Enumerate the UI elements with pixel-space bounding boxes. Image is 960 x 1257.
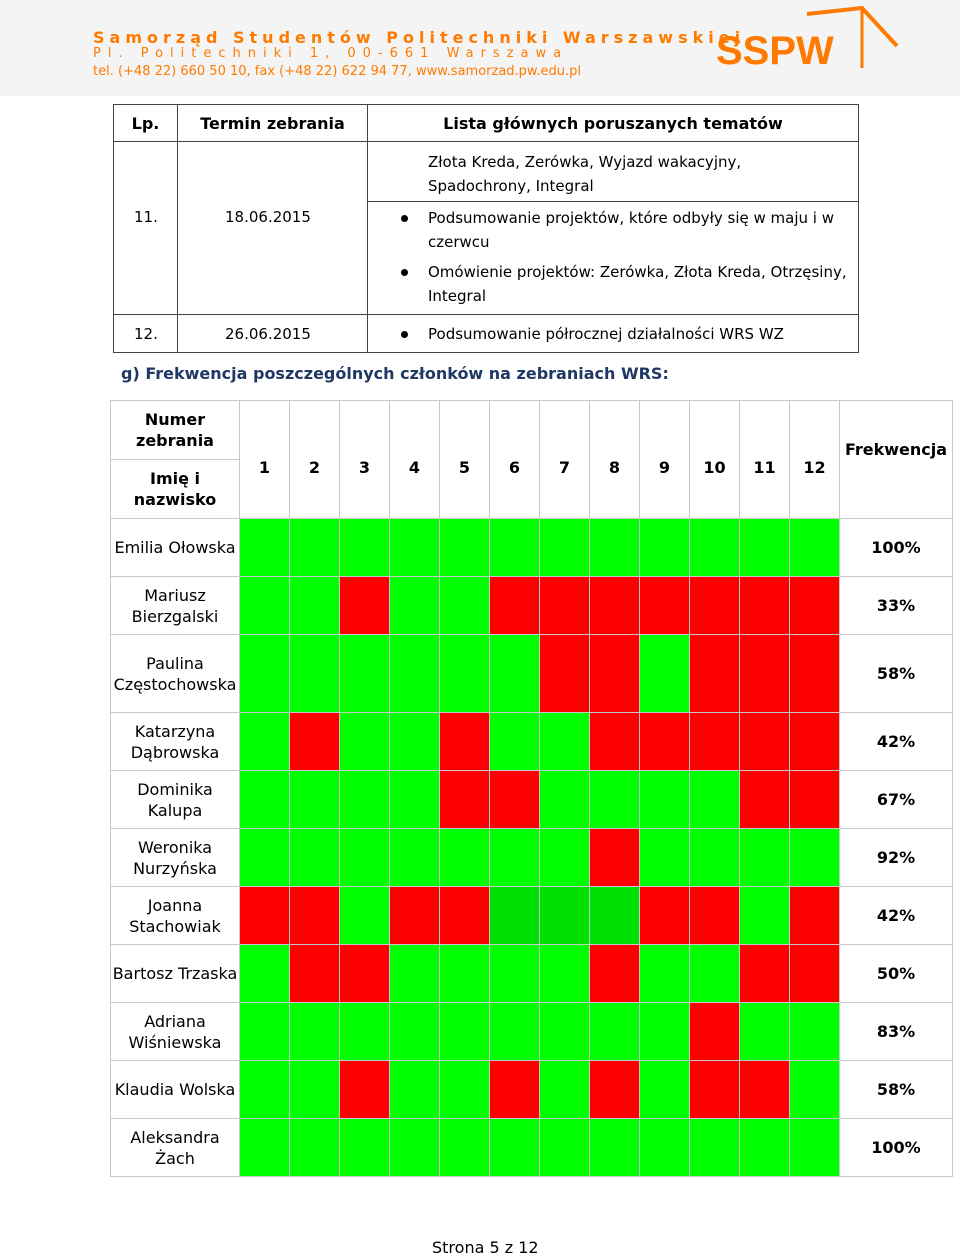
topic-list [368, 206, 850, 308]
attendance-percentage: 83% [840, 1003, 953, 1061]
sspw-logo [712, 6, 902, 76]
attendance-cell-present [440, 635, 490, 713]
header-name: Imię i nazwisko [111, 460, 240, 519]
meeting-number: 6 [489, 401, 539, 518]
attendance-cell-present [390, 713, 440, 771]
table-row [111, 829, 953, 887]
attendance-cell-absent [690, 887, 740, 945]
attendance-cell-present [690, 771, 740, 829]
attendance-cell-present [740, 887, 790, 945]
attendance-cell-present [540, 1061, 590, 1119]
attendance-cell-absent [790, 887, 840, 945]
attendance-cell-absent [590, 829, 640, 887]
attendance-cell-absent [540, 577, 590, 635]
attendance-cell-present [790, 829, 840, 887]
attendance-cell-present [690, 1119, 740, 1177]
attendance-cell-absent [590, 577, 640, 635]
attendance-cell-present [240, 1061, 290, 1119]
attendance-cell-absent [490, 1061, 540, 1119]
meeting-number: 2 [289, 401, 339, 518]
attendance-cell-present [490, 1003, 540, 1061]
svg-text:SSPW: SSPW [716, 29, 834, 73]
attendance-cell-present [340, 887, 390, 945]
attendance-cell-present [340, 829, 390, 887]
attendance-percentage: 58% [840, 635, 953, 713]
member-name: Weronika Nurzyńska [111, 829, 240, 887]
attendance-cell-absent [540, 635, 590, 713]
attendance-cell-present [640, 1003, 690, 1061]
member-name: Bartosz Trzaska [111, 945, 240, 1003]
attendance-cell-present [490, 829, 540, 887]
attendance-cell-present [440, 829, 490, 887]
attendance-cell-present [640, 519, 690, 577]
attendance-cell-absent [340, 1061, 390, 1119]
attendance-cell-absent [440, 887, 490, 945]
topics-cell [368, 202, 859, 315]
row-lp: 11. [114, 202, 178, 315]
row-lp: 12. [114, 315, 178, 353]
letterhead [0, 0, 960, 96]
attendance-cell-present [240, 577, 290, 635]
page-number: Strona 5 z 12 [432, 1238, 539, 1257]
topics-cell [368, 315, 859, 353]
attendance-cell-present [240, 1003, 290, 1061]
attendance-cell-present [490, 713, 540, 771]
attendance-cell-present [490, 945, 540, 1003]
attendance-cell-present [440, 1003, 490, 1061]
attendance-cell-absent [790, 635, 840, 713]
member-name: Klaudia Wolska [111, 1061, 240, 1119]
attendance-cell-present [390, 829, 440, 887]
attendance-cell-present [390, 635, 440, 713]
attendance-cell-present [790, 1061, 840, 1119]
attendance-cell-absent [590, 1061, 640, 1119]
attendance-percentage: 100% [840, 1119, 953, 1177]
attendance-cell-absent [740, 771, 790, 829]
attendance-cell-present [340, 635, 390, 713]
attendance-cell-present [640, 945, 690, 1003]
attendance-cell-present [490, 635, 540, 713]
attendance-cell-absent [490, 577, 540, 635]
attendance-cell-present [290, 829, 340, 887]
attendance-cell-present [290, 519, 340, 577]
attendance-cell-present [540, 1119, 590, 1177]
attendance-cell-present [740, 519, 790, 577]
attendance-cell-absent [690, 1061, 740, 1119]
attendance-cell-absent [690, 635, 740, 713]
attendance-cell-present [790, 1003, 840, 1061]
attendance-cell-present [640, 1119, 690, 1177]
attendance-cell-present [490, 519, 540, 577]
table-row [111, 713, 953, 771]
table-row [111, 887, 953, 945]
attendance-cell-present [440, 577, 490, 635]
attendance-cell-present [390, 1061, 440, 1119]
col-header-lp: Lp. [114, 105, 178, 142]
attendance-cell-absent [790, 713, 840, 771]
attendance-cell-absent [490, 771, 540, 829]
table-row [111, 519, 953, 577]
member-name: Paulina Częstochowska [111, 635, 240, 713]
member-name: Mariusz Bierzgalski [111, 577, 240, 635]
table-row [111, 635, 953, 713]
attendance-cell-present [290, 577, 340, 635]
attendance-cell-absent [740, 1061, 790, 1119]
attendance-cell-present [290, 1003, 340, 1061]
attendance-cell-present [390, 771, 440, 829]
attendance-cell-absent [440, 771, 490, 829]
attendance-cell-present [340, 1003, 390, 1061]
meeting-number: 9 [639, 401, 689, 518]
meeting-number: 4 [389, 401, 439, 518]
attendance-cell-present [390, 577, 440, 635]
meeting-number: 1 [258, 458, 271, 477]
attendance-cell-present [590, 519, 640, 577]
attendance-cell-present [640, 635, 690, 713]
list-item: Omówienie projektów: Zerówka, Złota Kreda, Otrzęsiny, Integral [368, 260, 850, 308]
attendance-cell-absent [690, 577, 740, 635]
attendance-percentage: 50% [840, 945, 953, 1003]
attendance-cell-present [240, 1119, 290, 1177]
member-name: Aleksandra Żach [111, 1119, 240, 1177]
attendance-cell-present [240, 635, 290, 713]
attendance-cell-absent [240, 887, 290, 945]
attendance-percentage: 58% [840, 1061, 953, 1119]
attendance-cell-absent [740, 577, 790, 635]
attendance-cell-present [590, 1119, 640, 1177]
attendance-cell-present [440, 519, 490, 577]
meeting-number: 3 [339, 401, 389, 518]
list-item: Podsumowanie projektów, które odbyły się w maju i w czerwcu [368, 206, 850, 254]
attendance-percentage: 67% [840, 771, 953, 829]
table-row [111, 771, 953, 829]
attendance-cell-present [290, 1119, 340, 1177]
attendance-cell-present [340, 771, 390, 829]
attendance-cell-present [240, 771, 290, 829]
topic-list [368, 322, 858, 346]
continued-topics: Złota Kreda, Zerówka, Wyjazd wakacyjny, Spadochrony, Integral [368, 142, 859, 202]
attendance-cell-absent [340, 577, 390, 635]
attendance-cell-present [790, 519, 840, 577]
attendance-cell-absent [690, 1003, 740, 1061]
member-name: Katarzyna Dąbrowska [111, 713, 240, 771]
attendance-cell-absent [790, 771, 840, 829]
col-header-topics: Lista głównych poruszanych tematów [368, 105, 859, 142]
attendance-cell-present [340, 713, 390, 771]
attendance-cell-absent [790, 577, 840, 635]
attendance-cell-present [340, 519, 390, 577]
attendance-cell-present [390, 1119, 440, 1177]
table-row [111, 1003, 953, 1061]
attendance-cell-present [690, 829, 740, 887]
bullet-icon [401, 269, 408, 276]
attendance-cell-present [290, 1061, 340, 1119]
attendance-cell-present [240, 713, 290, 771]
attendance-cell-present [240, 829, 290, 887]
attendance-cell-present [590, 771, 640, 829]
attendance-cell-absent [640, 887, 690, 945]
attendance-cell-present [690, 945, 740, 1003]
attendance-cell-present [440, 945, 490, 1003]
attendance-cell-absent [640, 713, 690, 771]
attendance-cell-absent [690, 713, 740, 771]
header-attendance: Frekwencja [840, 401, 953, 519]
attendance-cell-present [740, 1003, 790, 1061]
attendance-cell-absent [790, 945, 840, 1003]
attendance-cell-absent [290, 713, 340, 771]
attendance-cell-absent [340, 945, 390, 1003]
attendance-cell-present [390, 945, 440, 1003]
attendance-cell-present [340, 1119, 390, 1177]
attendance-cell-absent [390, 887, 440, 945]
meeting-number: 8 [589, 401, 639, 518]
attendance-cell-present [540, 887, 590, 945]
attendance-cell-absent [440, 713, 490, 771]
table-row [111, 1061, 953, 1119]
attendance-cell-present [540, 945, 590, 1003]
table-row [111, 577, 953, 635]
attendance-cell-present [440, 1119, 490, 1177]
attendance-cell-present [640, 829, 690, 887]
attendance-percentage: 100% [840, 519, 953, 577]
bullet-icon [401, 331, 408, 338]
meeting-number: 11 [739, 401, 789, 518]
member-name: Joanna Stachowiak [111, 887, 240, 945]
attendance-table [110, 400, 953, 1177]
attendance-cell-absent [740, 635, 790, 713]
member-name: Adriana Wiśniewska [111, 1003, 240, 1061]
attendance-cell-present [590, 1003, 640, 1061]
attendance-cell-present [540, 1003, 590, 1061]
col-header-date: Termin zebrania [178, 105, 368, 142]
attendance-cell-absent [290, 945, 340, 1003]
row-date: 18.06.2015 [178, 202, 368, 315]
organization-contact: tel. (+48 22) 660 50 10, fax (+48 22) 622 94 77, www.samorzad.pw.edu.pl [93, 64, 581, 79]
attendance-cell-present [240, 519, 290, 577]
attendance-cell-present [440, 1061, 490, 1119]
attendance-percentage: 92% [840, 829, 953, 887]
table-row [111, 1119, 953, 1177]
table-row [111, 945, 953, 1003]
meetings-table [113, 104, 859, 353]
attendance-cell-present [690, 519, 740, 577]
attendance-cell-present [590, 887, 640, 945]
attendance-cell-present [540, 713, 590, 771]
list-item: Podsumowanie półrocznej działalności WRS WZ [368, 322, 858, 346]
attendance-cell-present [640, 771, 690, 829]
organization-address: Pl. Politechniki 1, 00-661 Warszawa [93, 46, 569, 61]
attendance-cell-absent [740, 945, 790, 1003]
meeting-number: 7 [539, 401, 589, 518]
attendance-cell-present [740, 1119, 790, 1177]
meeting-number: 10 [689, 401, 739, 518]
attendance-percentage: 42% [840, 713, 953, 771]
attendance-cell-present [290, 635, 340, 713]
attendance-percentage: 42% [840, 887, 953, 945]
section-title: g) Frekwencja poszczególnych członków na zebraniach WRS: [121, 364, 669, 383]
attendance-cell-absent [740, 713, 790, 771]
attendance-cell-absent [640, 577, 690, 635]
meeting-number-header [240, 401, 840, 519]
attendance-cell-present [390, 519, 440, 577]
organization-name: Samorząd Studentów Politechniki Warszawskiej [93, 28, 746, 47]
attendance-cell-present [640, 1061, 690, 1119]
row-date: 26.06.2015 [178, 315, 368, 353]
attendance-cell-present [290, 771, 340, 829]
attendance-cell-present [490, 1119, 540, 1177]
meeting-numbers [240, 401, 839, 518]
attendance-percentage: 33% [840, 577, 953, 635]
meeting-number: 5 [439, 401, 489, 518]
attendance-cell-present [740, 829, 790, 887]
attendance-cell-present [540, 771, 590, 829]
member-name: Dominika Kalupa [111, 771, 240, 829]
attendance-cell-absent [590, 713, 640, 771]
attendance-cell-absent [590, 945, 640, 1003]
attendance-cell-present [790, 1119, 840, 1177]
attendance-cell-present [540, 519, 590, 577]
meeting-number: 12 [789, 401, 839, 518]
attendance-cell-present [390, 1003, 440, 1061]
attendance-cell-absent [290, 887, 340, 945]
bullet-icon [401, 215, 408, 222]
header-meeting-number: Numer zebrania [111, 401, 240, 460]
attendance-cell-absent [590, 635, 640, 713]
attendance-cell-present [540, 829, 590, 887]
member-name: Emilia Ołowska [111, 519, 240, 577]
attendance-cell-present [490, 887, 540, 945]
attendance-cell-present [240, 945, 290, 1003]
